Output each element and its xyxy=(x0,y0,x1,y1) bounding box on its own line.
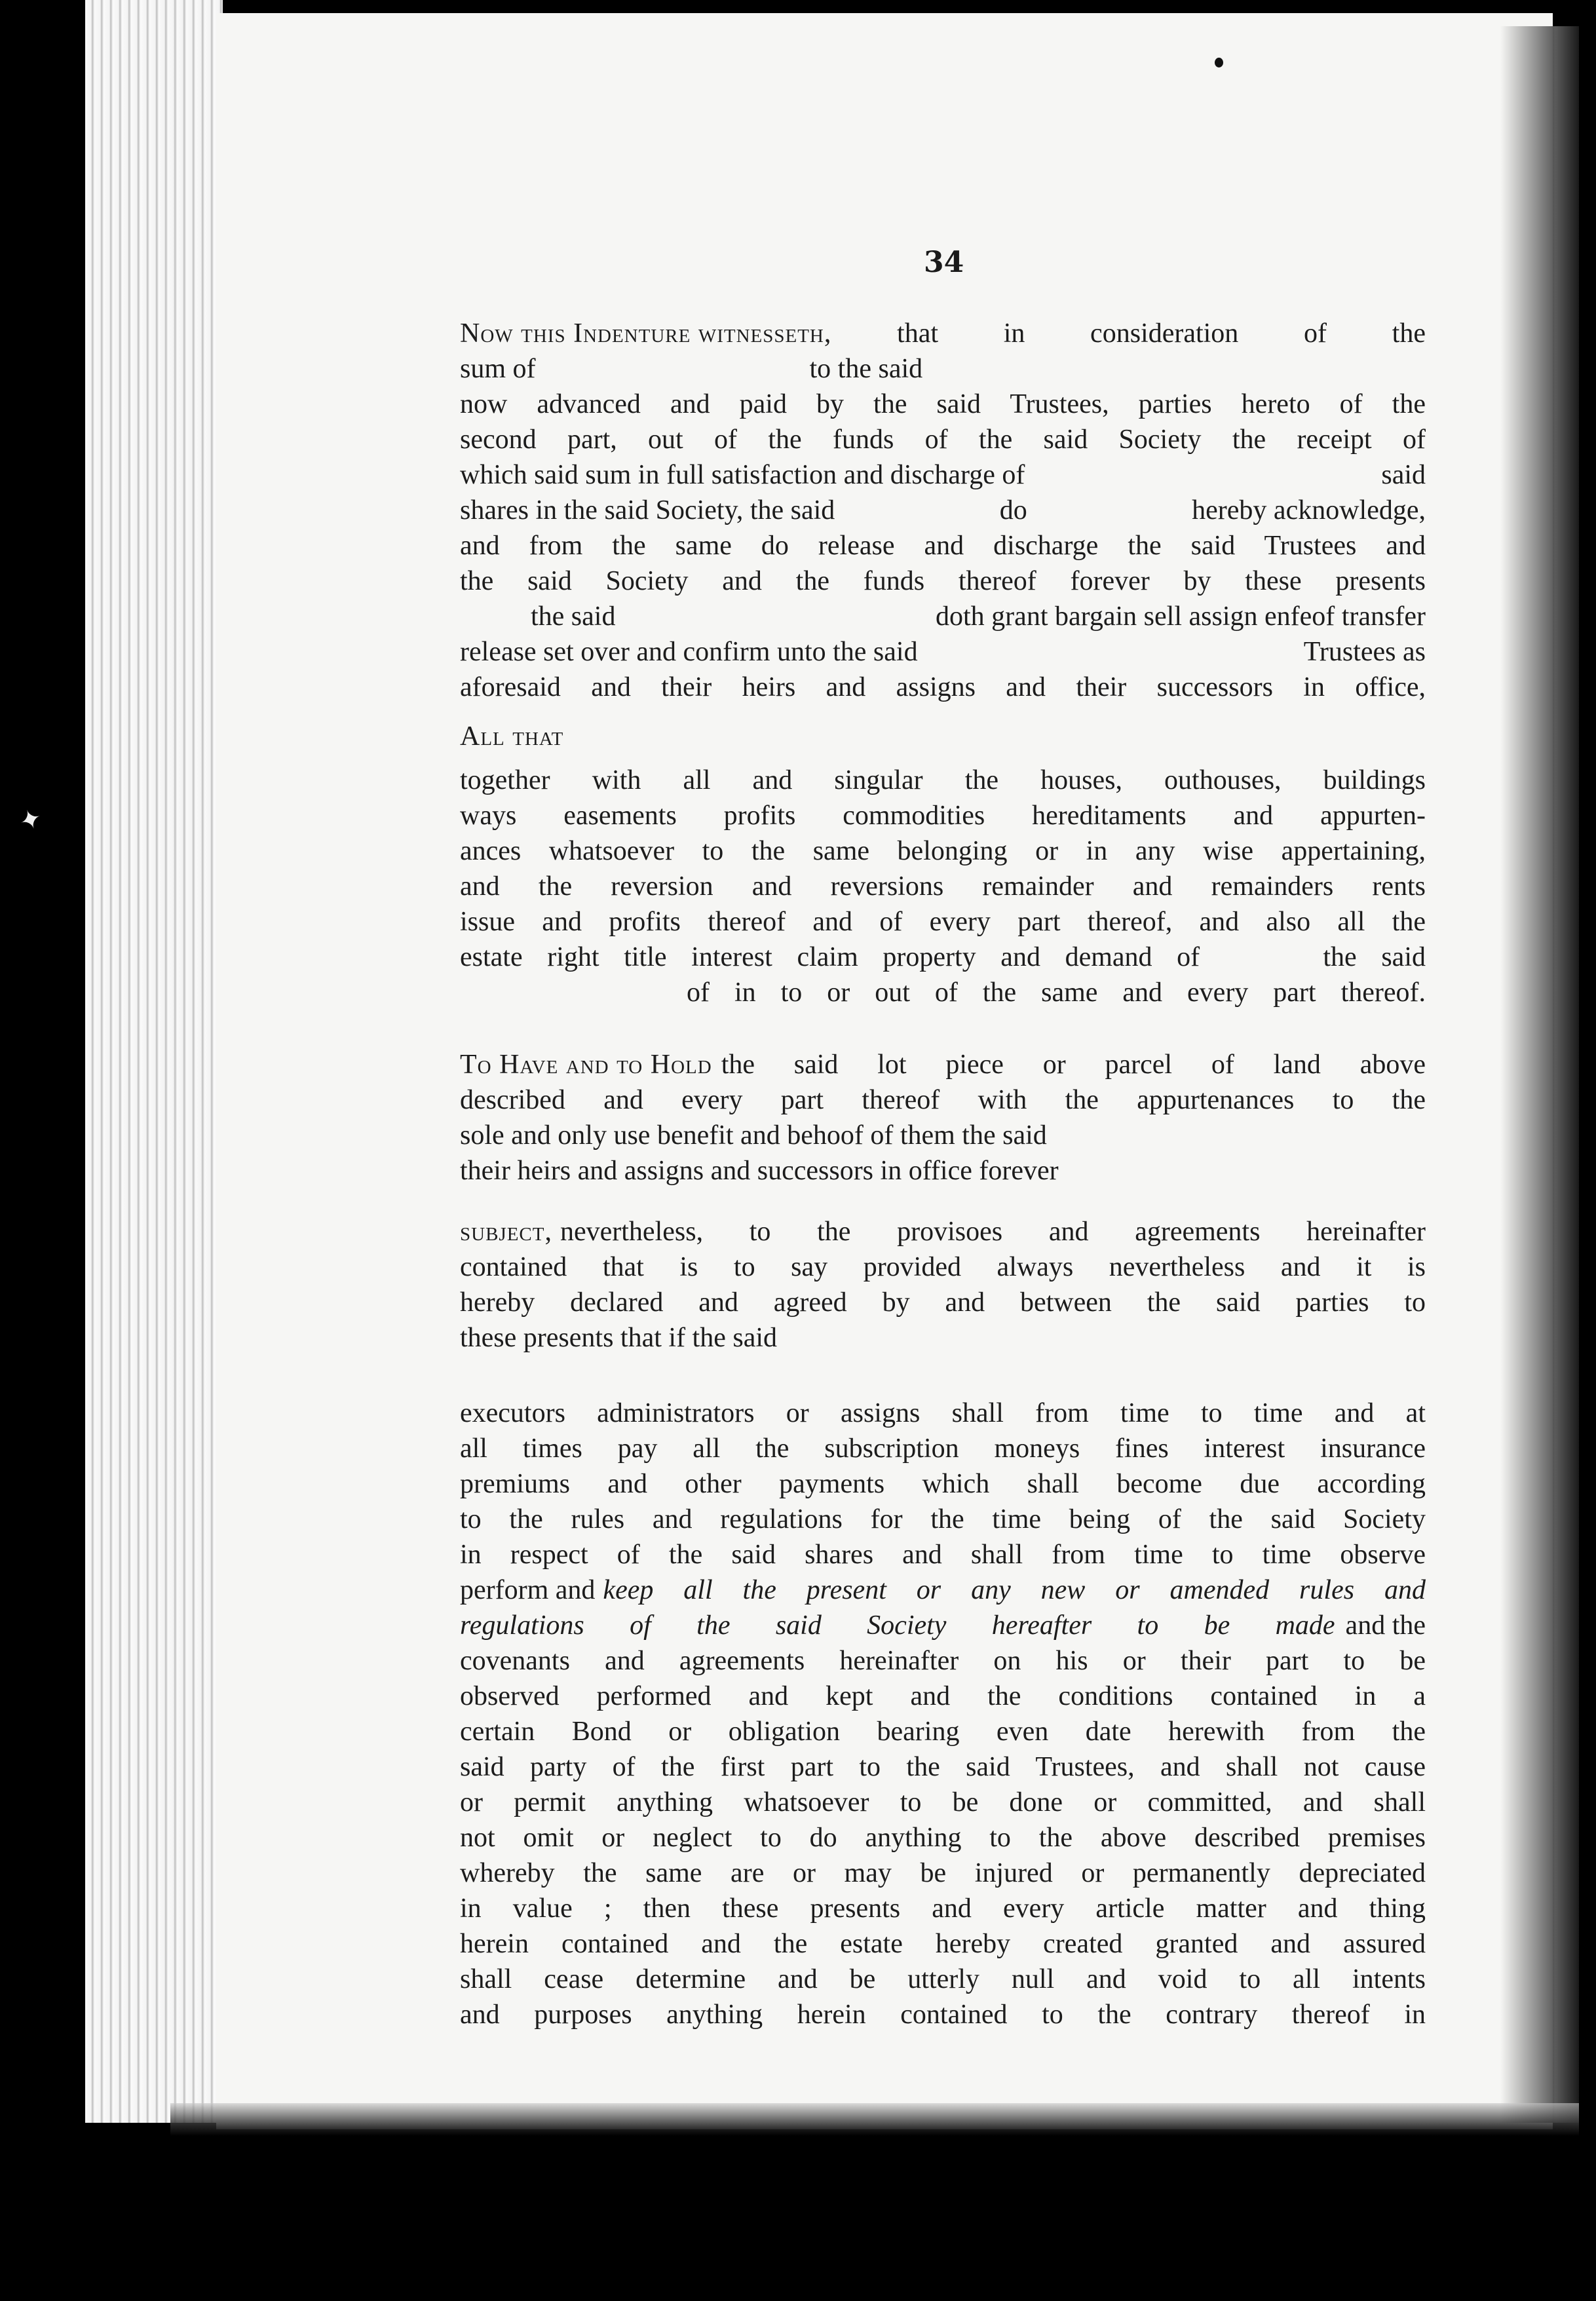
text-line xyxy=(460,1855,1426,1891)
text-fragment: said party of the first part to the said Trustees, and shall not cause xyxy=(460,1752,1426,1782)
text-line xyxy=(460,1926,1426,1962)
text-fragment: shall cease determine and be utterly null and void to all intents xyxy=(460,1964,1426,1994)
text-fragment: these presents that if the said xyxy=(460,1323,778,1353)
text-line xyxy=(460,387,1426,422)
text-line xyxy=(460,904,1426,940)
text-fragment: premiums and other payments which shall become due according xyxy=(460,1469,1426,1499)
text-fragment: certain Bond or obligation bearing even date herewith from the xyxy=(460,1717,1426,1747)
page-bottom-shadow xyxy=(170,2103,1579,2136)
text-fragment: the said lot piece or parcel of land above xyxy=(721,1050,1426,1080)
word: the xyxy=(1392,318,1426,349)
text-line xyxy=(460,719,1426,754)
subject-paragraph xyxy=(460,1214,1426,1356)
text-line xyxy=(460,1785,1426,1820)
text-line xyxy=(460,1679,1426,1714)
text-fragment: said xyxy=(1381,460,1426,490)
text-fragment: and purposes anything herein contained to the contrary thereof in xyxy=(460,2000,1426,2030)
text-fragment: do xyxy=(999,495,1027,525)
text-fragment: release set over and confirm unto the said xyxy=(460,637,918,667)
text-fragment: in respect of the said shares and shall from time to time observe xyxy=(460,1540,1426,1570)
text-line xyxy=(460,493,1426,528)
text-line xyxy=(460,457,1426,493)
text-line xyxy=(460,1502,1426,1537)
text-fragment: ances whatsoever to the same belonging or in any wise appertaining, xyxy=(460,836,1426,866)
text-fragment: which said sum in full satisfaction and discharge of xyxy=(460,460,1025,490)
indenture-lead: Now this Indenture witnesseth, xyxy=(460,318,832,349)
proviso-paragraph xyxy=(460,1396,1426,2032)
text-line xyxy=(460,1749,1426,1785)
habendum-paragraph xyxy=(460,1047,1426,1189)
text-line xyxy=(460,1153,1426,1189)
word: in xyxy=(1003,318,1025,349)
text-fragment: of in to or out of the same and every part thereof. xyxy=(687,978,1426,1008)
text-line xyxy=(460,634,1426,670)
text-fragment: ways easements profits commodities hereditaments and appurten- xyxy=(460,801,1426,831)
witnesseth-paragraph xyxy=(460,316,1426,705)
all-that-heading xyxy=(460,719,1426,754)
text-fragment: doth grant bargain sell assign enfeof transfer xyxy=(936,601,1426,632)
text-line xyxy=(460,1891,1426,1926)
text-line xyxy=(460,1047,1426,1082)
text-fragment: hereby acknowledge, xyxy=(1192,495,1426,525)
text-line xyxy=(460,1249,1426,1285)
text-line xyxy=(460,422,1426,457)
text-line xyxy=(460,1997,1426,2032)
text-fragment: now advanced and paid by the said Trustees, parties hereto of the xyxy=(460,389,1426,419)
text-line xyxy=(460,1466,1426,1502)
text-fragment: and the xyxy=(1345,1610,1426,1641)
text-fragment: in value ; then these presents and every article matter and thing xyxy=(460,1893,1426,1924)
text-line xyxy=(460,563,1426,599)
text-line xyxy=(460,1320,1426,1356)
text-fragment: covenants and agreements hereinafter on his or their part to be xyxy=(460,1646,1426,1676)
text-fragment: all times pay all the subscription moneys fines interest insurance xyxy=(460,1434,1426,1464)
text-line xyxy=(460,1396,1426,1431)
subject-lead: subject, xyxy=(460,1217,552,1247)
text-fragment: second part, out of the funds of the said Society the receipt of xyxy=(460,425,1426,455)
text-line xyxy=(460,1643,1426,1679)
text-line xyxy=(460,763,1426,798)
word: that xyxy=(897,318,939,349)
text-fragment: observed performed and kept and the conditions contained in a xyxy=(460,1681,1426,1711)
margin-mark: ✦ xyxy=(15,802,47,838)
text-fragment: sum of xyxy=(460,354,536,384)
page-edges xyxy=(85,0,223,2123)
text-line xyxy=(460,1608,1426,1643)
text-fragment: issue and profits thereof and of every part thereof, and also all the xyxy=(460,907,1426,937)
text-fragment: aforesaid and their heirs and assigns and their successors in office, xyxy=(460,672,1426,702)
text-line xyxy=(460,869,1426,904)
text-fragment: sole and only use benefit and behoof of them the said xyxy=(460,1120,1047,1150)
text-line xyxy=(460,599,1426,634)
text-fragment: or permit anything whatsoever to be done or committed, and shall xyxy=(460,1787,1426,1817)
text-line xyxy=(460,798,1426,833)
text-line xyxy=(460,1714,1426,1749)
habendum-lead: To Have and to Hold xyxy=(460,1050,712,1080)
text-fragment: estate right title interest claim property and demand of the said xyxy=(460,942,1426,972)
text-line xyxy=(460,1214,1426,1249)
word: of xyxy=(1303,318,1327,349)
text-fragment: to the said xyxy=(809,354,923,384)
text-line xyxy=(460,528,1426,563)
text-fragment: the said xyxy=(531,601,616,632)
text-fragment: described and every part thereof with the appurtenances to the xyxy=(460,1085,1426,1115)
text-line xyxy=(460,1118,1426,1153)
text-line xyxy=(460,940,1426,975)
text-fragment: and from the same do release and discharge the said Trustees and xyxy=(460,531,1426,561)
text-fragment: herein contained and the estate hereby created granted and assured xyxy=(460,1929,1426,1959)
text-line xyxy=(460,1572,1426,1608)
text-fragment: shares in the said Society, the said xyxy=(460,495,835,525)
text-fragment: to the rules and regulations for the time being of the said Society xyxy=(460,1504,1426,1534)
italic-fragment: regulations of the said Society hereafter to be made xyxy=(460,1610,1335,1641)
text-fragment: whereby the same are or may be injured or permanently depreciated xyxy=(460,1858,1426,1888)
word: consideration xyxy=(1090,318,1239,349)
all-that-label: All that xyxy=(460,721,564,751)
text-line xyxy=(460,833,1426,869)
page-gutter-shadow xyxy=(1500,26,1579,2123)
text-line xyxy=(460,1431,1426,1466)
text-fragment: their heirs and assigns and successors in office forever xyxy=(460,1156,1059,1186)
text-fragment: executors administrators or assigns shall from time to time and at xyxy=(460,1398,1426,1428)
text-line xyxy=(460,1082,1426,1118)
page-number: 34 xyxy=(924,246,964,279)
text-fragment: not omit or neglect to do anything to the above described premises xyxy=(460,1823,1426,1853)
text-fragment: contained that is to say provided always nevertheless and it is xyxy=(460,1252,1426,1282)
text-line xyxy=(460,351,1426,387)
text-fragment: nevertheless, to the provisoes and agreements hereinafter xyxy=(560,1217,1426,1247)
text-fragment: perform and xyxy=(460,1575,596,1605)
parcels-paragraph xyxy=(460,763,1426,1010)
ink-dot xyxy=(1215,58,1223,67)
text-line xyxy=(460,1962,1426,1997)
text-fragment: and the reversion and reversions remainder and remainders rents xyxy=(460,871,1426,902)
text-line xyxy=(460,316,1426,351)
text-line xyxy=(460,975,1426,1010)
text-fragment: together with all and singular the houses, outhouses, buildings xyxy=(460,765,1426,795)
text-fragment: Trustees as xyxy=(1303,637,1426,667)
italic-fragment: keep all the present or any new or amended rules and xyxy=(603,1575,1426,1605)
text-line xyxy=(460,1820,1426,1855)
text-line xyxy=(460,1285,1426,1320)
text-line xyxy=(460,1537,1426,1572)
text-line xyxy=(460,670,1426,705)
text-fragment: the said Society and the funds thereof forever by these presents xyxy=(460,566,1426,596)
text-fragment: hereby declared and agreed by and between the said parties to xyxy=(460,1287,1426,1318)
